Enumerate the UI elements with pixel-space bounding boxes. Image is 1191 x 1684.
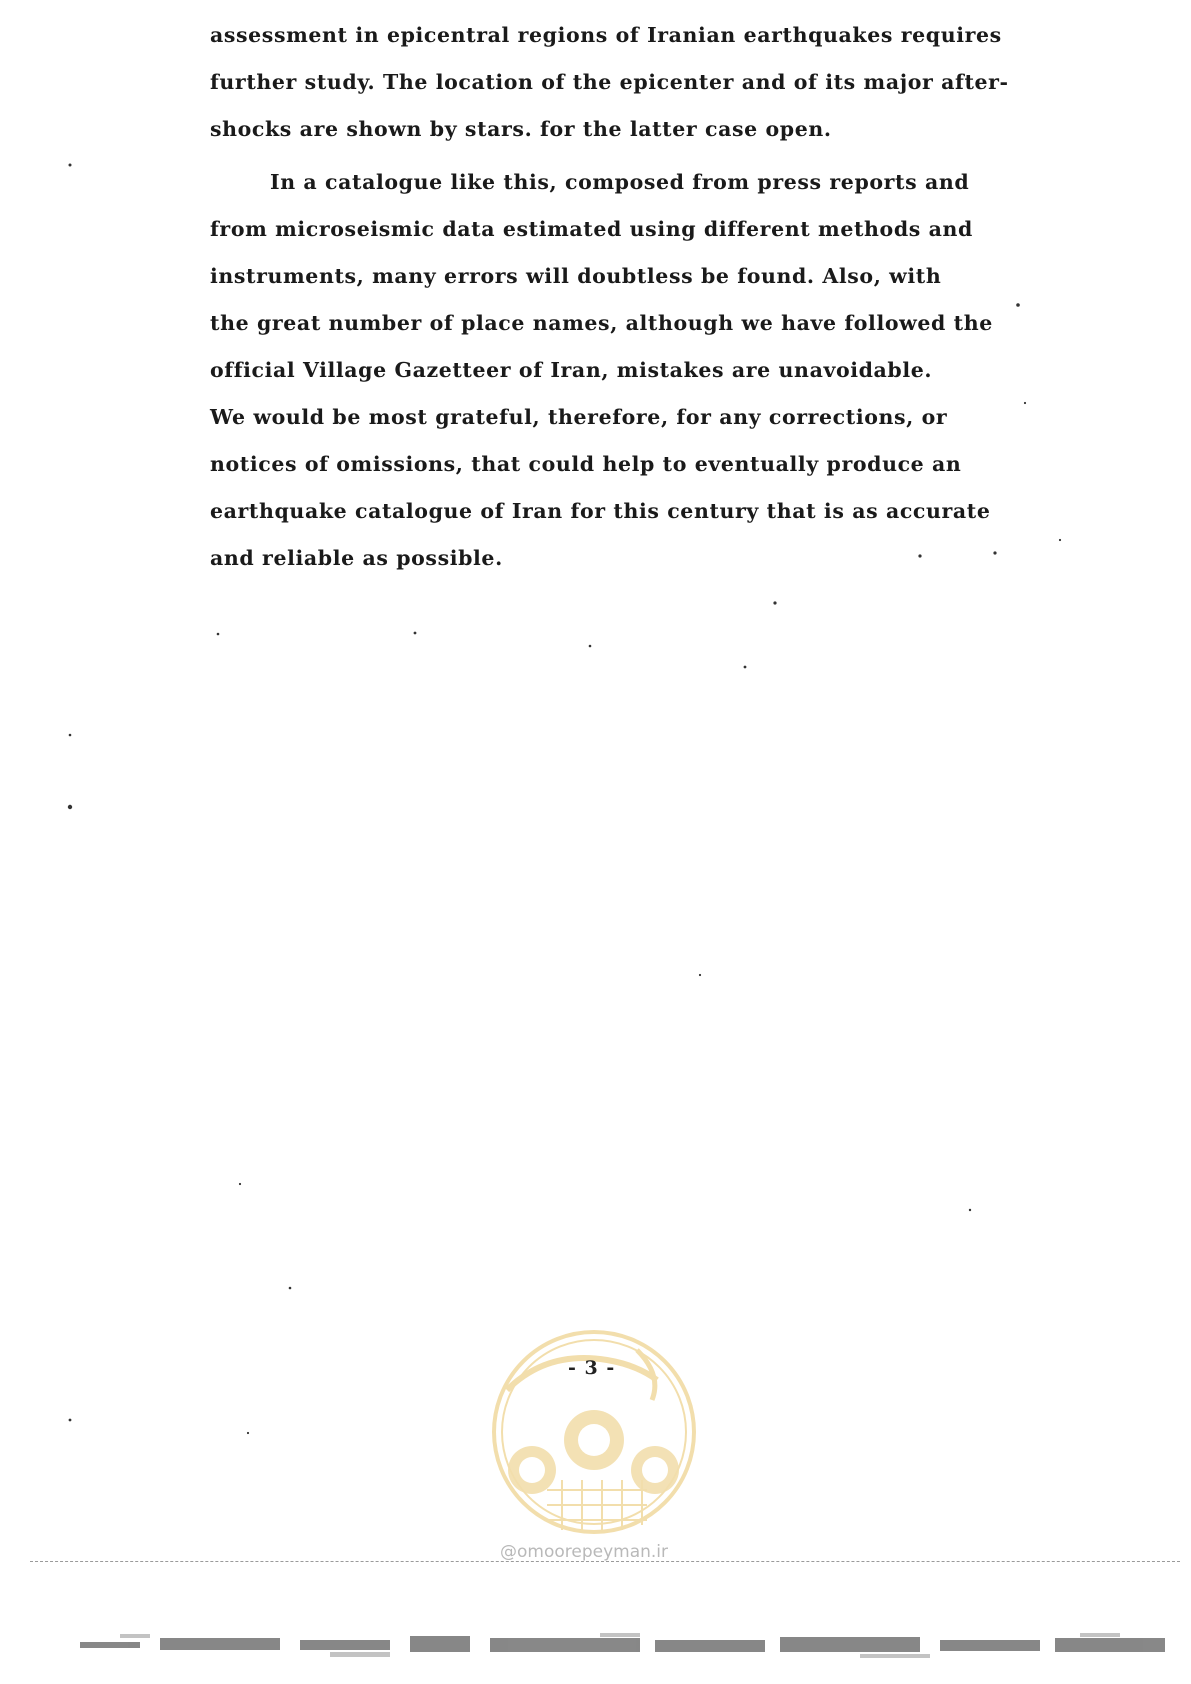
text-line: We would be most grateful, therefore, for any corrections, or — [210, 405, 948, 429]
text-line: instruments, many errors will doubtless be found. Also, with — [210, 264, 942, 288]
text-line: earthquake catalogue of Iran for this century that is as accurate — [210, 499, 991, 523]
text-line: notices of omissions, that could help to eventually produce an — [210, 452, 962, 476]
text-line: shocks are shown by stars. for the latter case open. — [210, 117, 832, 141]
text-line: official Village Gazetteer of Iran, mistakes are unavoidable. — [210, 358, 933, 382]
text-line: from microseismic data estimated using different methods and — [210, 217, 973, 241]
text-line: assessment in epicentral regions of Iranian earthquakes requires — [210, 23, 1002, 47]
text-line: and reliable as possible. — [210, 546, 503, 570]
watermark-url: @omoorepeyman.ir — [500, 1542, 669, 1562]
page-number: - 3 - — [568, 1357, 616, 1379]
text-line: the great number of place names, although we have followed the — [210, 311, 993, 335]
text-line: further study. The location of the epicenter and of its major after- — [210, 70, 1009, 94]
page-divider — [30, 1561, 1180, 1562]
text-line: In a catalogue like this, composed from press reports and — [270, 170, 970, 194]
watermark-seal-logo — [487, 1320, 702, 1550]
scan-noise-strip — [80, 1632, 1180, 1662]
